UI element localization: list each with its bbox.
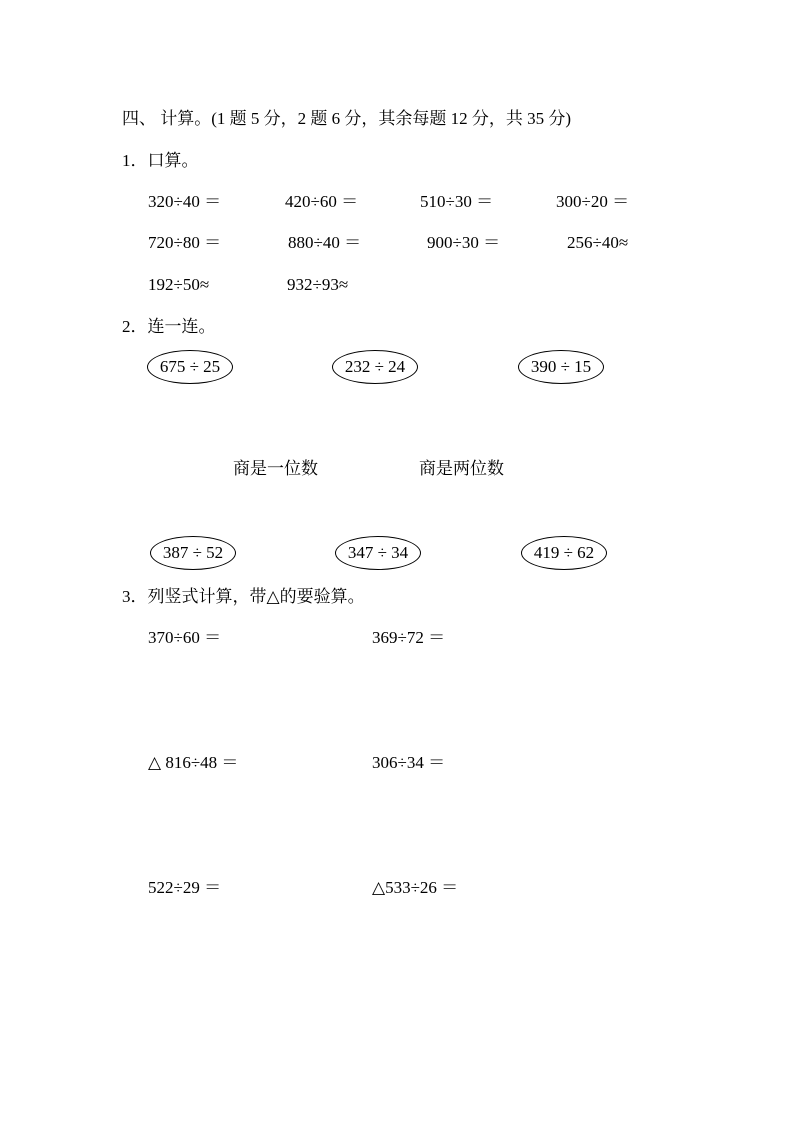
question-3-label: 3．列竖式计算，带△的要验算。	[122, 587, 365, 606]
top-expression-oval[interactable]: 232 ÷ 24	[332, 350, 418, 384]
oral-item: 932÷93≈	[287, 275, 349, 294]
oral-item: 192÷50≈	[148, 275, 210, 294]
category-single-digit-quotient[interactable]: 商是一位数	[233, 459, 318, 478]
oral-item: 720÷80 ＝	[148, 233, 222, 252]
vertical-calc-item: 306÷34 ＝	[372, 753, 446, 772]
oral-item: 256÷40≈	[567, 233, 629, 252]
oral-item: 420÷60 ＝	[285, 192, 359, 211]
vertical-calc-item: 522÷29 ＝	[148, 878, 222, 897]
vertical-calc-item: △ 816÷48 ＝	[148, 753, 239, 772]
question-1-label: 1．口算。	[122, 151, 199, 170]
section-heading: 四、 计算。(1 题 5 分，2 题 6 分，其余每题 12 分，共 35 分)	[122, 109, 572, 128]
oral-item: 320÷40 ＝	[148, 192, 222, 211]
oral-item: 510÷30 ＝	[420, 192, 494, 211]
oral-item: 300÷20 ＝	[556, 192, 630, 211]
top-expression-oval[interactable]: 675 ÷ 25	[147, 350, 233, 384]
bottom-expression-oval[interactable]: 387 ÷ 52	[150, 536, 236, 570]
vertical-calc-item: 370÷60 ＝	[148, 628, 222, 647]
bottom-expression-oval[interactable]: 347 ÷ 34	[335, 536, 421, 570]
bottom-expression-oval[interactable]: 419 ÷ 62	[521, 536, 607, 570]
oral-item: 880÷40 ＝	[288, 233, 362, 252]
vertical-calc-item: △533÷26 ＝	[372, 878, 459, 897]
top-expression-oval[interactable]: 390 ÷ 15	[518, 350, 604, 384]
oral-item: 900÷30 ＝	[427, 233, 501, 252]
vertical-calc-item: 369÷72 ＝	[372, 628, 446, 647]
category-two-digit-quotient[interactable]: 商是两位数	[419, 459, 504, 478]
question-2-label: 2．连一连。	[122, 317, 216, 336]
